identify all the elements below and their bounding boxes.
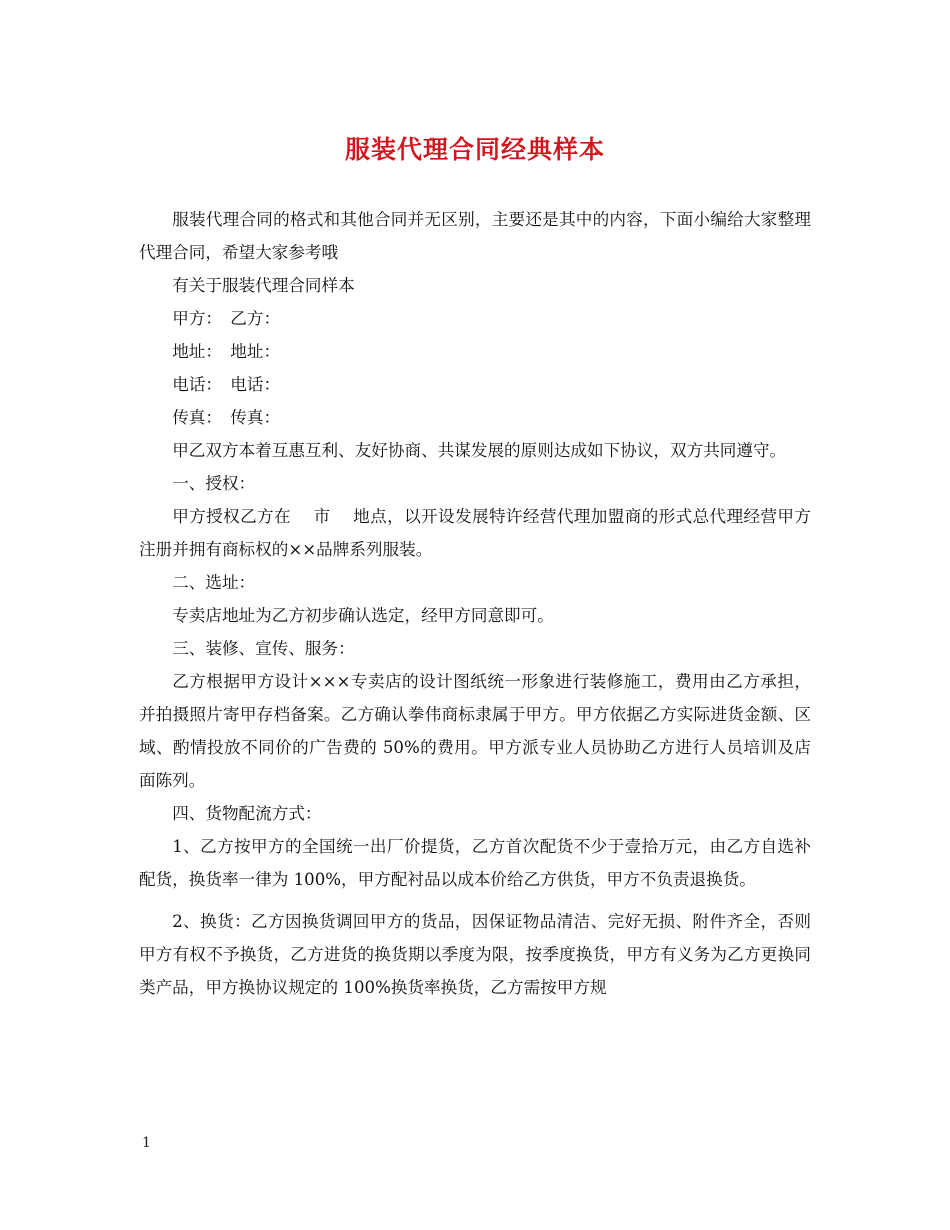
paragraph-address-labels: 地址： 地址： [172,342,281,361]
paragraph-phone-labels: 电话： 电话： [172,375,281,394]
section-heading-distribution: 四、货物配流方式： [172,804,322,823]
document-body [139,203,811,1004]
paragraph-distribution-item-1: 1、乙方按甲方的全国统一出厂价提货，乙方首次配货不少于壹拾万元，由乙方自选补配货，换货率一律为 100%，甲方配衬品以成本价给乙方供货，甲方不负责退换货。 [139,837,811,889]
section-heading-decoration-service: 三、装修、宣传、服务： [172,639,355,658]
section-heading-site-selection: 二、选址： [172,573,256,592]
paragraph-decoration-service: 乙方根据甲方设计×××专卖店的设计图纸统一形象进行装修施工，费用由乙方承担，并拍摄照片寄甲存档备案。乙方确认拳伟商标隶属于甲方。甲方依据乙方实际进货金额、区域、酌情投放不同价的广告费的 50%的费用。甲方派专业人员协助乙方进行人员培训及店面陈列。 [139,672,811,790]
paragraph-party-labels: 甲方： 乙方： [172,309,281,328]
paragraph-intro: 服装代理合同的格式和其他合同并无区别，主要还是其中的内容，下面小编给大家整理代理合同，希望大家参考哦 [139,210,811,262]
document-title: 服装代理合同经典样本 [344,135,605,164]
page-number: 1 [142,1135,151,1151]
paragraph-distribution-item-2: 2、换货：乙方因换货调回甲方的货品，因保证物品清洁、完好无损、附件齐全，否则甲方有权不予换货，乙方进货的换货期以季度为限，按季度换货，甲方有义务为乙方更换同类产品，甲方换协议规定的 100%换货率换货，乙方需按甲方规 [139,912,811,997]
paragraph-fax-labels: 传真： 传真： [172,408,281,427]
paragraph-authorization: 甲方授权乙方在 市 地点，以开设发展特许经营代理加盟商的形式总代理经营甲方注册并拥有商标权的××品牌系列服装。 [139,507,811,559]
paragraph-site-selection: 专卖店地址为乙方初步确认选定，经甲方同意即可。 [172,606,554,625]
section-heading-authorization: 一、授权： [172,474,256,493]
paragraph-sample-heading: 有关于服装代理合同样本 [172,276,355,295]
paragraph-agreement-principle: 甲乙双方本着互惠互利、友好协商、共谋发展的原则达成如下协议，双方共同遵守。 [172,441,787,460]
